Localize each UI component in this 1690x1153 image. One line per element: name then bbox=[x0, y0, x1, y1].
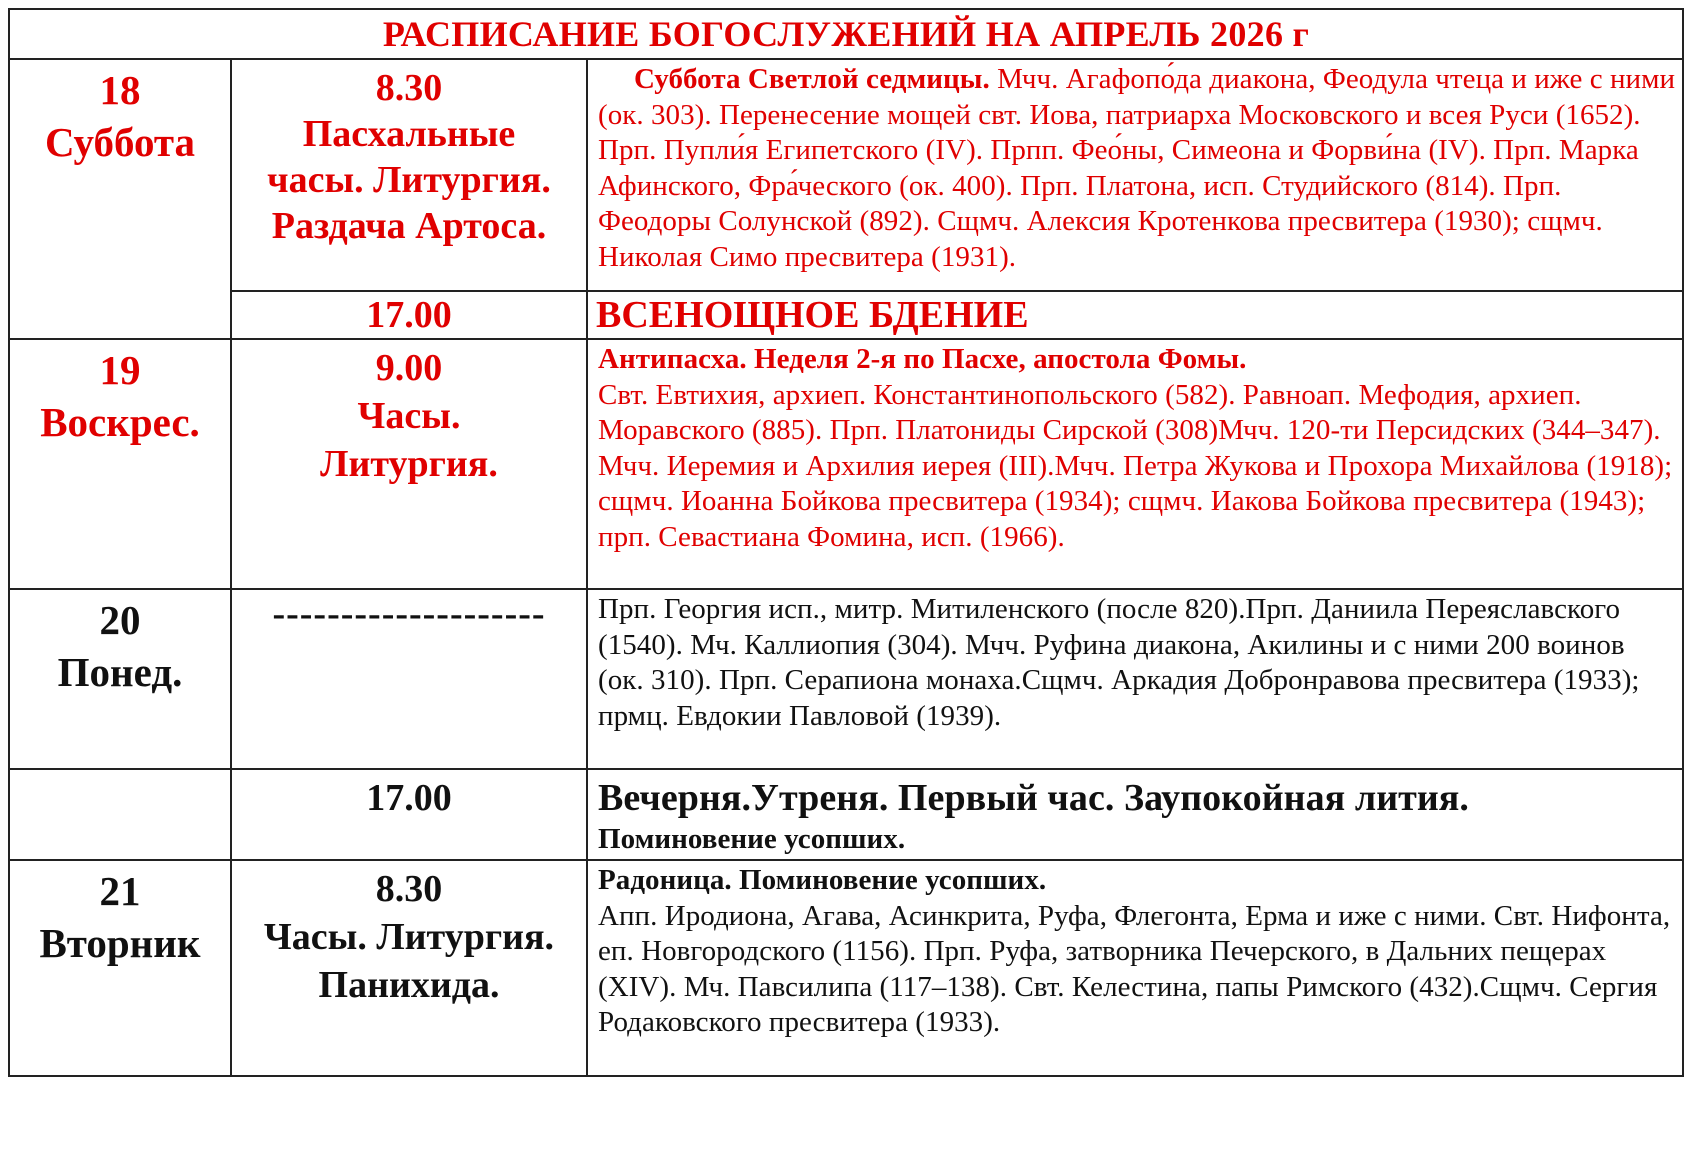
weekday: Воскрес. bbox=[40, 399, 200, 445]
service-name: часы. Литургия. bbox=[267, 159, 551, 201]
time-cell bbox=[231, 59, 587, 291]
time-cell bbox=[231, 339, 587, 589]
service-name: Раздача Артоса. bbox=[271, 205, 547, 247]
table-row bbox=[9, 291, 1683, 339]
day-number: 19 bbox=[99, 347, 141, 393]
weekday: Понед. bbox=[57, 649, 183, 695]
date-cell bbox=[9, 339, 231, 589]
feast-text: Свт. Евтихия, архиеп. Константинопольского (582). Равноап. Мефодия, архиеп. Моравского (885). Прп. Платониды Сирской (308)Мчч. 120-ти Персидских (344–347). Мчч. Иеремия и Архилия иерея (III).Мчч. Петра Жукова и Прохора Михайлова (1918); сщмч. Иоанна Бойкова пресвитера (1934); сщмч. Иакова Бойкова пресвитера (1943); прп. Севастиана Фомина, исп. (1966). bbox=[598, 378, 1673, 553]
feast-description bbox=[587, 59, 1683, 291]
feast-title: Суббота Светлой седмицы. bbox=[634, 63, 990, 95]
date-cell bbox=[9, 59, 231, 339]
day-number: 21 bbox=[99, 868, 141, 914]
service-description bbox=[587, 769, 1683, 860]
service-name: Часы. Литургия. bbox=[263, 916, 555, 958]
service-time: 17.00 bbox=[231, 769, 587, 860]
weekday: Суббота bbox=[44, 119, 196, 165]
day-number: 20 bbox=[99, 597, 141, 643]
service-name: ВСЕНОЩНОЕ БДЕНИЕ bbox=[587, 291, 1683, 339]
title-row bbox=[9, 9, 1683, 59]
table-row bbox=[9, 59, 1683, 291]
service-name: Часы. bbox=[357, 395, 461, 437]
service-note: Поминовение усопших. bbox=[598, 823, 906, 855]
date-cell bbox=[9, 860, 231, 1076]
table-row bbox=[9, 339, 1683, 589]
empty-date-cell bbox=[9, 769, 231, 860]
no-service-dashes: -------------------- bbox=[231, 589, 587, 769]
service-time: 9.00 bbox=[375, 347, 443, 389]
feast-description bbox=[587, 860, 1683, 1076]
table-row bbox=[9, 589, 1683, 769]
table-row bbox=[9, 769, 1683, 860]
service-name: Пасхальные bbox=[302, 113, 516, 155]
table-row bbox=[9, 860, 1683, 1076]
feast-description bbox=[587, 339, 1683, 589]
service-time: 17.00 bbox=[231, 291, 587, 339]
weekday: Вторник bbox=[39, 920, 201, 966]
service-name: Панихида. bbox=[318, 964, 500, 1006]
feast-text: Апп. Иродиона, Агава, Асинкрита, Руфа, Флегонта, Ерма и иже с ними. Свт. Нифонта, еп. Новгородского (1156). Прп. Руфа, затворника Печерского, в Дальних пещерах (XIV). Мч. Павсилипа (117–138). Свт. Келестина, папы Римского (432).Сщмч. Сергия Родаковского пресвитера (1933). bbox=[598, 899, 1671, 1038]
schedule-table bbox=[8, 8, 1684, 1077]
date-cell bbox=[9, 589, 231, 769]
feast-title: Радоница. Поминовение усопших. bbox=[598, 864, 1047, 896]
service-time: 8.30 bbox=[375, 67, 443, 109]
feast-title: Антипасха. Неделя 2-я по Пасхе, апостола Фомы. bbox=[598, 343, 1247, 375]
time-cell bbox=[231, 860, 587, 1076]
day-number: 18 bbox=[99, 67, 141, 113]
feast-text: Прп. Георгия исп., митр. Митиленского (после 820).Прп. Даниила Переяславского (1540). Мч. Каллиопия (304). Мчч. Руфина диакона, Акилины и с ними 200 воинов (ок. 310). Прп. Серапиона монаха.Сщмч. Аркадия Добронравова пресвитера (1933); прмц. Евдокии Павловой (1939). bbox=[598, 593, 1640, 732]
service-time: 8.30 bbox=[375, 868, 443, 910]
service-name: Вечерня.Утреня. Первый час. Заупокойная лития. bbox=[598, 777, 1469, 819]
feast-text: Мчч. Агафопо́да диакона, Феодула чтеца и иже с ними (ок. 303). Перенесение мощей свт. Иова, патриарха Московского и всея Руси (1652). Прп. Пупли́я Египетского (IV). Прпп. Фео́ны, Симеона и Форви́на (IV). Прп. Марка Афинского, Фра́ческого (ок. 400). Прп. Платона, исп. Студийского (814). Прп. Феодоры Солунской (892). Сщмч. Алексия Кротенкова пресвитера (1930); сщмч. Николая Симо пресвитера (1931). bbox=[598, 63, 1676, 273]
page-title: РАСПИСАНИЕ БОГОСЛУЖЕНИЙ НА АПРЕЛЬ 2026 г bbox=[9, 9, 1683, 59]
feast-description bbox=[587, 589, 1683, 769]
service-name: Литургия. bbox=[320, 443, 498, 485]
